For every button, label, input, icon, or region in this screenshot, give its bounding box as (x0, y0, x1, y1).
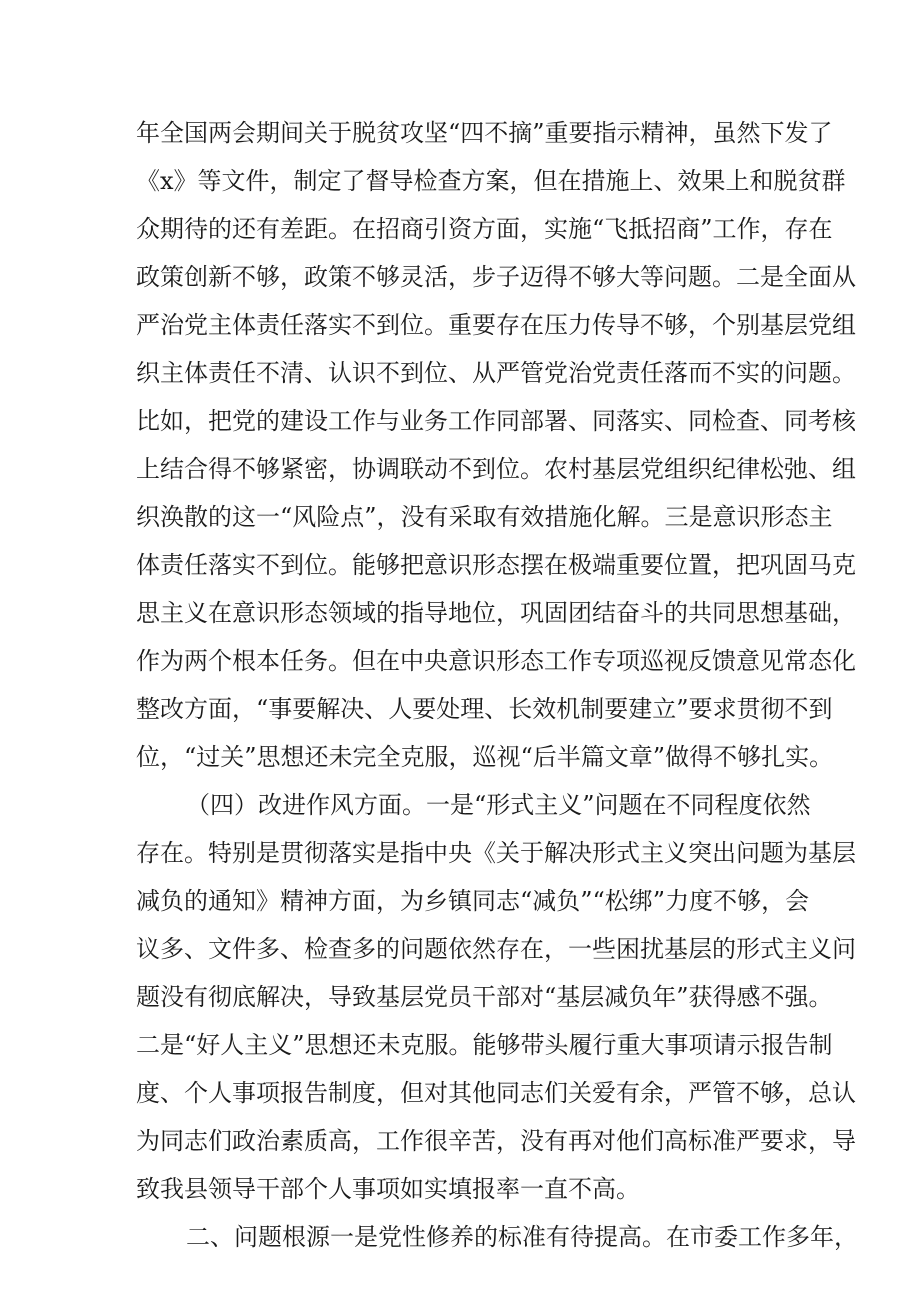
text-line: 《x》等文件，制定了督导检查方案，但在措施上、效果上和脱贫群 (136, 167, 846, 195)
text-line: 整改方面，“事要解决、人要处理、长效机制要建立”要求贯彻不到 (136, 695, 833, 723)
text-line: 度、个人事项报告制度，但对其他同志们关爱有余，严管不够，总认 (136, 1079, 856, 1107)
section-heading-line: 二、问题根源一是党性修养的标准有待提高。在市委工作多年， (186, 1223, 858, 1251)
text-line: 减负的通知》精神方面，为乡镇同志“减负”“松绑”力度不够，会 (136, 887, 810, 915)
text-line: 织主体责任不清、认识不到位、从严管党治党责任落而不实的问题。 (136, 359, 856, 387)
text-line: 年全国两会期间关于脱贫攻坚“四不摘”重要指示精神，虽然下发了 (136, 119, 833, 147)
text-line: 为同志们政治素质高，工作很辛苦，没有再对他们高标准严要求，导 (136, 1127, 856, 1155)
text-line: 众期待的还有差距。在招商引资方面，实施“飞抵招商”工作，存在 (136, 215, 833, 243)
text-line: 存在。特别是贯彻落实是指中央《关于解决形式主义突出问题为基层 (136, 839, 856, 867)
text-line: 位，“过关”思想还未完全克服，巡视“后半篇文章”做得不够扎实。 (136, 743, 834, 771)
text-line: 体责任落实不到位。能够把意识形态摆在极端重要位置，把巩固马克 (136, 551, 856, 579)
text-line: 致我县领导干部个人事项如实填报率一直不高。 (136, 1175, 640, 1203)
text-line: 政策创新不够，政策不够灵活，步子迈得不够大等问题。二是全面从 (136, 263, 856, 291)
text-line: 织涣散的这一“风险点”，没有采取有效措施化解。三是意识形态主 (136, 503, 833, 531)
paragraph-heading-line: （四）改进作风方面。一是“形式主义”问题在不同程度依然 (186, 791, 811, 819)
text-line: 思主义在意识形态领域的指导地位，巩固团结奋斗的共同思想基础， (136, 599, 856, 627)
text-line: 题没有彻底解决，导致基层党员干部对“基层减负年”获得感不强。 (136, 983, 833, 1011)
text-line: 二是“好人主义”思想还未克服。能够带头履行重大事项请示报告制 (136, 1031, 833, 1059)
text-line: 议多、文件多、检查多的问题依然存在，一些困扰基层的形式主义问 (136, 935, 856, 963)
text-line: 上结合得不够紧密，协调联动不到位。农村基层党组织纪律松弛、组 (136, 455, 856, 483)
text-line: 严治党主体责任落实不到位。重要存在压力传导不够，个别基层党组 (136, 311, 856, 339)
text-line: 比如，把党的建设工作与业务工作同部署、同落实、同检查、同考核 (136, 407, 856, 435)
text-line: 作为两个根本任务。但在中央意识形态工作专项巡视反馈意见常态化 (136, 647, 856, 675)
